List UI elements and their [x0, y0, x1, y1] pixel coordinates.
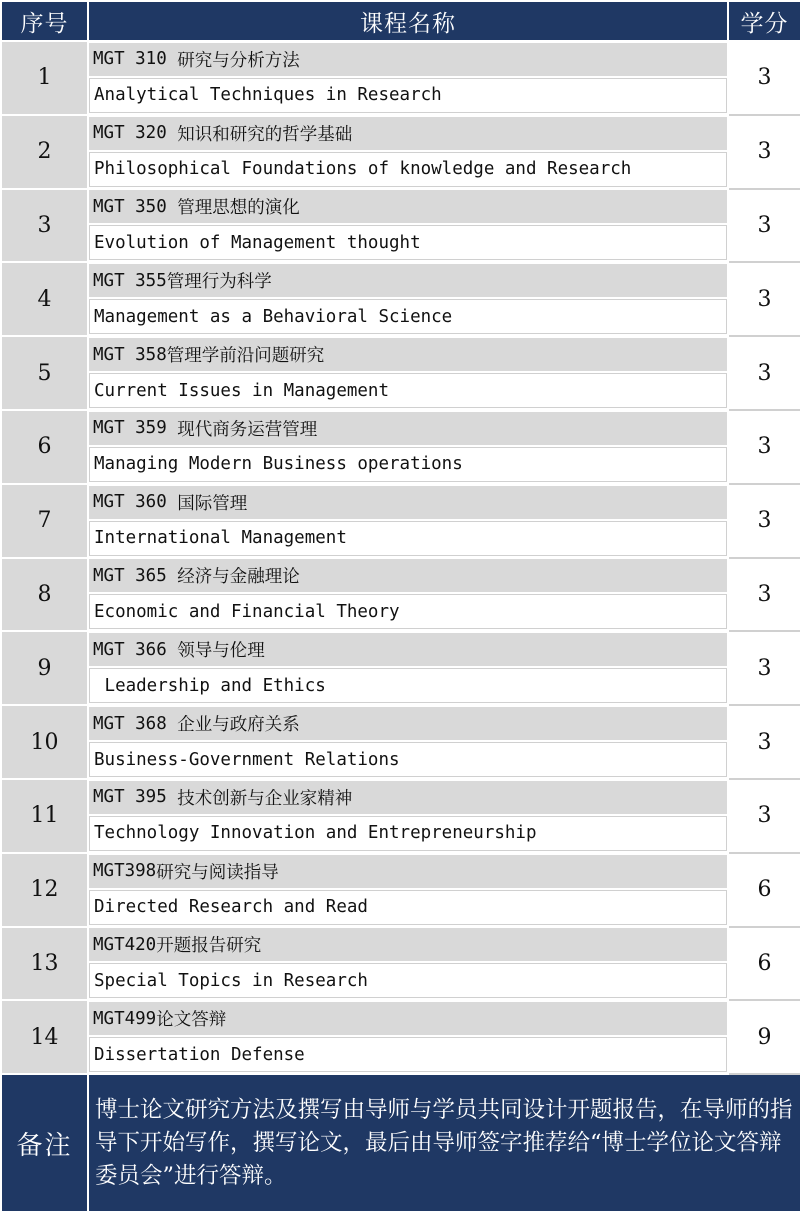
course-en-name: Analytical Techniques in Research	[89, 78, 727, 113]
row-number: 14	[1, 1000, 88, 1074]
row-number: 9	[1, 631, 88, 705]
course-cn-line	[89, 117, 727, 152]
course-code: MGT 350	[93, 196, 178, 217]
course-en-name: Evolution of Management thought	[89, 225, 727, 260]
course-en-name: Dissertation Defense	[89, 1037, 727, 1072]
course-name-cell	[88, 410, 728, 484]
course-en-name: Philosophical Foundations of knowledge and Research	[89, 152, 727, 187]
course-en-name: Special Topics in Research	[89, 963, 727, 998]
course-code: MGT 360	[93, 492, 178, 513]
row-number: 2	[1, 115, 88, 189]
course-cn-line	[89, 190, 727, 225]
course-code: MGT 310	[93, 49, 178, 70]
course-credits: 3	[728, 484, 800, 558]
course-code: MGT 395	[93, 787, 178, 808]
course-name-cell	[88, 115, 728, 189]
table-header-row	[1, 1, 800, 41]
course-credits: 3	[728, 410, 800, 484]
course-credits: 3	[728, 262, 800, 336]
header-seq: 序号	[1, 1, 88, 41]
course-en-name: Technology Innovation and Entrepreneurship	[89, 816, 727, 851]
course-en-name: Current Issues in Management	[89, 373, 727, 408]
course-cn-name: 研究与阅读指导	[156, 862, 279, 883]
table-row	[1, 189, 800, 263]
course-name-cell	[88, 631, 728, 705]
course-cn-name: 国际管理	[177, 493, 248, 514]
table-row	[1, 410, 800, 484]
course-cn-name: 技术创新与企业家精神	[177, 788, 353, 809]
course-name-cell	[88, 189, 728, 263]
row-number: 7	[1, 484, 88, 558]
course-cn-line	[89, 486, 727, 521]
course-code: MGT 355	[93, 270, 167, 291]
course-code: MGT398	[93, 861, 157, 882]
table-row	[1, 705, 800, 779]
course-en-name: Business-Government Relations	[89, 742, 727, 777]
course-cn-name: 管理行为科学	[166, 272, 272, 293]
course-cn-name: 管理思想的演化	[177, 198, 300, 219]
header-course-name: 课程名称	[88, 1, 728, 41]
course-cn-name: 研究与分析方法	[177, 50, 300, 71]
row-number: 1	[1, 41, 88, 115]
remark-row	[1, 1074, 800, 1212]
course-en-name: International Management	[89, 521, 727, 556]
course-cn-line	[89, 43, 727, 78]
course-credits: 6	[728, 853, 800, 927]
course-cn-name: 论文答辩	[156, 1010, 227, 1031]
remark-label: 备注	[1, 1074, 88, 1212]
course-cn-line	[89, 559, 727, 594]
course-en-name: Managing Modern Business operations	[89, 447, 727, 482]
course-name-cell	[88, 853, 728, 927]
course-name-cell	[88, 558, 728, 632]
course-credits: 3	[728, 115, 800, 189]
course-credits: 3	[728, 779, 800, 853]
course-credits: 3	[728, 705, 800, 779]
course-cn-line	[89, 928, 727, 963]
row-number: 3	[1, 189, 88, 263]
course-code: MGT 359	[93, 418, 178, 439]
course-name-cell	[88, 262, 728, 336]
course-credits: 3	[728, 41, 800, 115]
row-number: 6	[1, 410, 88, 484]
row-number: 4	[1, 262, 88, 336]
course-credits: 3	[728, 558, 800, 632]
course-code: MGT499	[93, 1008, 157, 1029]
course-code: MGT 358	[93, 344, 167, 365]
course-cn-name: 企业与政府关系	[177, 715, 300, 736]
table-row	[1, 631, 800, 705]
remark-text: 博士论文研究方法及撰写由导师与学员共同设计开题报告，在导师的指导下开始写作，撰写论文，最后由导师签字推荐给“博士学位论文答辩委员会”进行答辩。	[88, 1074, 800, 1212]
course-name-cell	[88, 779, 728, 853]
course-cn-name: 领导与伦理	[177, 641, 265, 662]
course-cn-name: 开题报告研究	[156, 936, 262, 957]
course-credits: 3	[728, 189, 800, 263]
row-number: 10	[1, 705, 88, 779]
course-name-cell	[88, 41, 728, 115]
course-name-cell	[88, 927, 728, 1001]
row-number: 8	[1, 558, 88, 632]
row-number: 13	[1, 927, 88, 1001]
course-code: MGT 365	[93, 565, 178, 586]
row-number: 12	[1, 853, 88, 927]
course-code: MGT 366	[93, 639, 178, 660]
course-cn-line	[89, 412, 727, 447]
course-credits: 6	[728, 927, 800, 1001]
table-row	[1, 115, 800, 189]
table-row	[1, 41, 800, 115]
course-cn-line	[89, 633, 727, 668]
course-name-cell	[88, 1000, 728, 1074]
row-number: 5	[1, 336, 88, 410]
course-name-cell	[88, 336, 728, 410]
course-name-cell	[88, 484, 728, 558]
table-row	[1, 558, 800, 632]
course-cn-line	[89, 1002, 727, 1037]
course-cn-line	[89, 781, 727, 816]
course-cn-line	[89, 855, 727, 890]
course-en-name: Management as a Behavioral Science	[89, 299, 727, 334]
header-credits: 学分	[728, 1, 800, 41]
course-credits: 3	[728, 336, 800, 410]
row-number: 11	[1, 779, 88, 853]
course-cn-line	[89, 264, 727, 299]
course-cn-line	[89, 338, 727, 373]
course-cn-name: 现代商务运营管理	[177, 419, 318, 440]
course-cn-name: 知识和研究的哲学基础	[177, 124, 353, 145]
course-cn-line	[89, 707, 727, 742]
course-code: MGT 320	[93, 123, 178, 144]
table-row	[1, 779, 800, 853]
course-code: MGT 368	[93, 713, 178, 734]
table-row	[1, 336, 800, 410]
course-en-name: Directed Research and Read	[89, 890, 727, 925]
table-row	[1, 1000, 800, 1074]
course-name-cell	[88, 705, 728, 779]
course-cn-name: 经济与金融理论	[177, 567, 300, 588]
table-row	[1, 484, 800, 558]
table-row	[1, 927, 800, 1001]
course-en-name: Economic and Financial Theory	[89, 594, 727, 629]
course-en-name: Leadership and Ethics	[89, 668, 727, 703]
table-row	[1, 853, 800, 927]
course-code: MGT420	[93, 934, 157, 955]
course-cn-name: 管理学前沿问题研究	[166, 346, 325, 367]
course-credits: 3	[728, 631, 800, 705]
course-credits: 9	[728, 1000, 800, 1074]
table-row	[1, 262, 800, 336]
